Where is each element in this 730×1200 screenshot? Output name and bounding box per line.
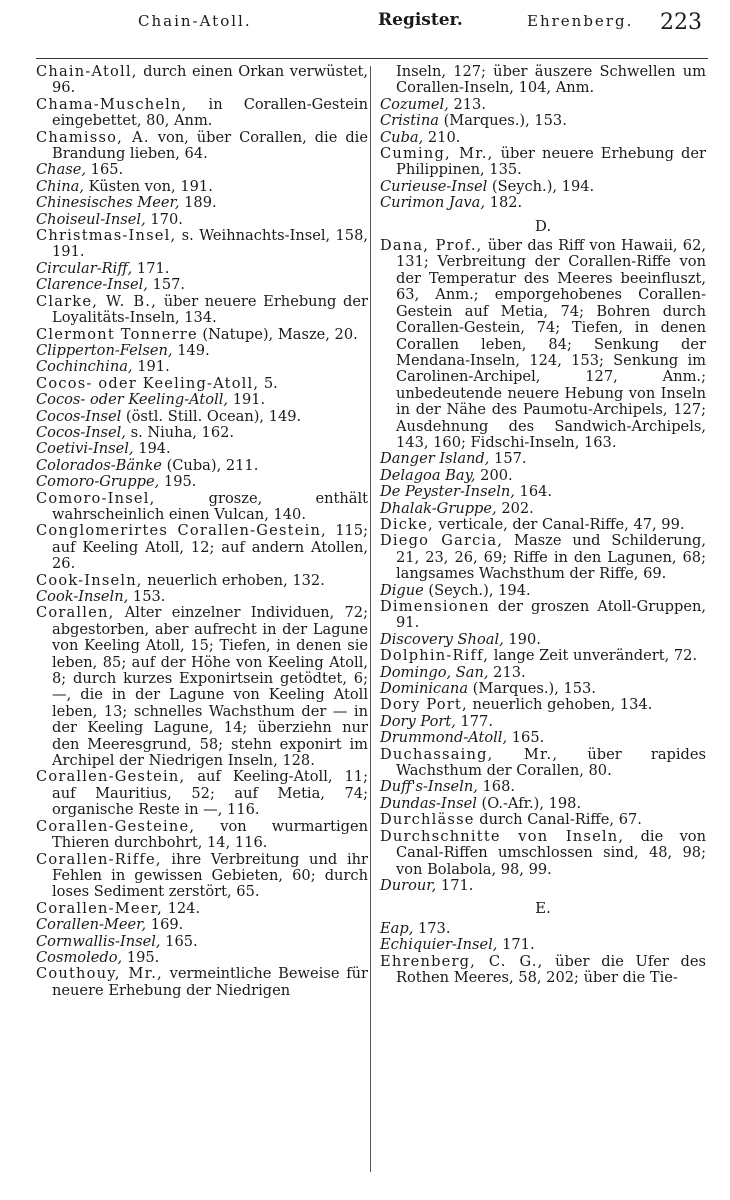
index-entry-text: 157.: [489, 450, 527, 468]
running-head-right: Ehrenberg.: [527, 12, 634, 30]
index-entry-text: 165.: [160, 932, 198, 950]
index-entry-head: Dominicana: [380, 680, 469, 698]
index-entry-head: Couthouy, Mr.,: [36, 965, 163, 983]
running-head: [42, 8, 708, 48]
index-entry-head: Corallen-Gestein,: [36, 768, 186, 786]
index-entry-text: 213.: [448, 95, 486, 113]
index-entry: [36, 228, 368, 261]
index-entry-text: (O.-Afr.), 198.: [476, 794, 582, 812]
index-entry-text: 165.: [86, 161, 124, 179]
index-entry: [36, 64, 368, 97]
index-entry: [380, 517, 706, 533]
index-entry-text: der groszen Atoll-Gruppen, 91.: [396, 598, 706, 632]
index-entry-head: Durchschnitte von Inseln,: [380, 827, 625, 845]
index-entry-text: 115; auf Keeling Atoll, 12; auf andern Atollen, 26.: [52, 522, 368, 573]
index-entry-head: Domingo, San,: [380, 663, 489, 681]
index-entry-text: 169.: [146, 916, 184, 934]
index-entry-head: Dolphin-Riff,: [380, 647, 490, 665]
index-entry-head: Curieuse-Insel: [380, 177, 488, 195]
index-entry-text: 153.: [128, 588, 166, 605]
index-entry-head: Discovery Shoal,: [380, 630, 504, 648]
index-entry: [36, 917, 368, 933]
index-entry-head: Corallen,: [36, 604, 115, 622]
index-entry-text: 168.: [477, 778, 516, 796]
index-entry-text: 191.: [228, 391, 266, 409]
index-entry: [380, 648, 706, 664]
index-entry-text: 171.: [497, 936, 535, 954]
index-entry-head: Dana, Prof.,: [380, 237, 483, 255]
index-entry: [36, 409, 368, 425]
page-number: 223: [660, 10, 702, 35]
index-entry-head: China,: [36, 177, 84, 195]
index-entry-head: Cook-Inseln,: [36, 571, 143, 589]
index-entry-head: Circular-Riff,: [36, 259, 133, 277]
index-entry: [380, 681, 706, 697]
index-entry: [36, 425, 368, 441]
index-entry: [380, 937, 706, 953]
index-entry: [36, 130, 368, 163]
index-entry-head: Dundas-Insel: [380, 794, 477, 812]
index-entry-text: 171.: [132, 259, 170, 277]
index-entry: [380, 195, 706, 211]
index-entry-head: Duff's-Inseln,: [380, 778, 478, 796]
index-entry: [380, 484, 706, 500]
index-entry-text: 173.: [413, 919, 451, 937]
running-head-center: Register.: [378, 10, 463, 30]
index-entry-text: neuerlich gehoben, 134.: [467, 696, 653, 714]
index-entry: [36, 261, 368, 277]
index-entry-head: Comoro-Gruppe,: [36, 473, 160, 491]
index-entry-text: 210.: [423, 128, 461, 146]
index-entry: [380, 730, 706, 746]
index-entry-head: Cochinchina,: [36, 358, 133, 376]
index-entry-head: Clipperton-Felsen,: [36, 341, 173, 359]
index-entry-text: (Marques.), 153.: [468, 680, 596, 698]
index-entry: [380, 665, 706, 681]
index-entry: [380, 878, 706, 894]
index-entry: [36, 97, 368, 130]
index-entry-head: Corallen-Meer,: [36, 899, 163, 917]
index-entry-head: Cocos-Insel: [36, 407, 122, 425]
index-entry-head: Dhalak-Gruppe,: [380, 499, 497, 517]
index-entry: [36, 212, 368, 228]
index-entry: [36, 277, 368, 293]
index-entry-head: Clarke, W. B.,: [36, 292, 157, 310]
index-entry-head: Delagoa Bay,: [380, 466, 476, 484]
index-entry-text: grosze, enthält wahrscheinlich einen Vulcan, 140.: [52, 489, 368, 523]
index-entry: [380, 714, 706, 730]
index-entry-text: 164.: [514, 483, 553, 501]
index-entry-head: Dory Port,: [380, 712, 456, 730]
section-letter: D.: [534, 216, 552, 235]
index-entry-text: (östl. Still. Ocean), 149.: [121, 407, 302, 425]
index-entry-text: 200.: [475, 466, 513, 484]
index-entry: [36, 179, 368, 195]
index-entry-text: 177.: [455, 712, 493, 730]
section-letter: E.: [535, 899, 551, 918]
index-entry: [36, 573, 368, 589]
index-entry-text: 194.: [133, 440, 171, 458]
index-entry: [380, 468, 706, 484]
index-entry-text: 124.: [162, 899, 201, 917]
index-entry-text: über die Ufer des Rothen Meeres, 58, 202; über die Tie-: [396, 952, 706, 986]
index-entry: [36, 294, 368, 327]
index-entry: [380, 747, 706, 780]
index-entry-head: Durour,: [380, 876, 437, 894]
index-entry-head: Cristina: [380, 112, 439, 130]
index-entry-head: Cocos- oder Keeling-Atoll,: [36, 374, 260, 392]
index-entry-text: Küsten von, 191.: [83, 177, 213, 195]
index-entry-text: 182.: [485, 194, 523, 212]
index-entry-text: 202.: [496, 499, 534, 517]
index-entry: [36, 950, 368, 966]
index-entry-text: über neuere Erhebung der Loyalitäts-Inseln, 134.: [52, 292, 368, 327]
index-entry: [36, 523, 368, 572]
index-entry: [36, 852, 368, 901]
index-entry-head: De Peyster-Inseln,: [380, 483, 515, 501]
index-entry: [36, 327, 368, 343]
index-entry: [36, 966, 368, 999]
index-entry: [36, 376, 368, 392]
column-divider: [370, 66, 371, 1172]
index-entry-text: (Natupe), Masze, 20.: [197, 325, 358, 343]
index-entry-text: durch einen Orkan verwüstet, 96.: [52, 63, 368, 97]
index-entry-text: von, über Corallen, die die Brandung lieben, 64.: [52, 128, 368, 163]
index-entry-text: über das Riff von Hawaii, 62, 131; Verbreitung der Corallen-Riffe von der Temperatur des Meeres beeinfluszt, 63, Anm.; emporgehobenes Corallen-Gestein auf Metia, 74; Bohren durch Corallen-Gestein, 74; Tiefen, in denen Corallen leben, 84; Senkung der Mendana-Inseln, 124, 153; Senkung im Carolinen-Archipel, 127, Anm.; unbedeutende neuere Hebung von Inseln in der Nähe des Paumotu-Archipels, 127; Ausdehnung des Sandwich-Archipels, 143, 160; Fidschi-Inseln, 163.: [396, 237, 706, 451]
index-entry: [380, 130, 706, 146]
index-entry: [36, 392, 368, 408]
index-entry-text: 195.: [122, 948, 160, 966]
index-entry-text: 157.: [147, 276, 186, 294]
index-entry: [380, 113, 706, 129]
index-entry-head: Conglomerirtes Corallen-Gestein,: [36, 522, 327, 540]
index-entry: [36, 458, 368, 474]
index-entry-head: Diego Garcia,: [380, 532, 504, 550]
header-rule: [36, 58, 708, 59]
index-entry-head: Chinesisches Meer,: [36, 194, 180, 212]
index-entry: [380, 829, 706, 878]
index-entry-head: Comoro-Insel,: [36, 489, 156, 507]
right-column: [380, 64, 706, 986]
index-entry-text: Alter einzelner Individuen, 72; abgestorben, aber aufrecht in der Lagune von Keeling Atoll, 15; Tiefen, in denen sie leben, 85; auf der Höhe von Keeling Atoll, 8; durch kurzes Exponirtsein getödtet, 6; —, die in der Lagune von Keeling Atoll leben, 13; schnelles Wachsthum der — in der Keeling Lagune, 14; überziehn nur den Meeresgrund, 58; stehn exponirt im Archipel der Niedrigen Inseln, 128.: [52, 604, 368, 770]
index-entry-head: Choiseul-Insel,: [36, 210, 146, 228]
index-entry: [36, 343, 368, 359]
index-entry-head: Cuming, Mr.,: [380, 145, 494, 163]
index-entry-head: Cuba,: [380, 128, 424, 146]
index-entry: [380, 779, 706, 795]
index-entry: [36, 441, 368, 457]
index-entry-head: Cozumel,: [380, 95, 449, 113]
index-entry-head: Chama-Muscheln,: [36, 95, 188, 113]
index-entry-text: die von Canal-Riffen umschlossen sind, 48, 98; von Bolabola, 98, 99.: [396, 827, 706, 878]
index-entry: [380, 146, 706, 179]
index-entry-text: durch Canal-Riffe, 67.: [474, 811, 642, 829]
index-entry-head: Chain-Atoll,: [36, 63, 138, 80]
index-entry: [380, 697, 706, 713]
index-entry-head: Eap,: [380, 919, 414, 937]
index-entry-text: 165.: [507, 729, 545, 747]
index-entry-head: Colorados-Bänke: [36, 456, 162, 474]
index-entry-text: 190.: [503, 630, 541, 648]
index-entry-head: Clarence-Insel,: [36, 276, 148, 294]
index-entry-text: 213.: [488, 663, 526, 681]
index-entry: [36, 491, 368, 524]
index-entry-text: s. Niuha, 162.: [125, 423, 235, 441]
index-entry: [36, 901, 368, 917]
index-entry: [380, 451, 706, 467]
index-entry-head: Cosmoledo,: [36, 948, 123, 966]
index-entry-text: s. Weihnachts-Insel, 158, 191.: [52, 227, 368, 261]
index-entry-head: Echiquier-Insel,: [380, 936, 498, 954]
index-entry-text: auf Keeling-Atoll, 11; auf Mauritius, 52; auf Metia, 74; organische Reste in —, 116.: [52, 768, 368, 819]
index-entry: [36, 359, 368, 375]
index-entry-text: (Marques.), 153.: [438, 112, 567, 130]
index-entry-head: Clermont Tonnerre: [36, 325, 198, 343]
index-entry-head: Digue: [380, 581, 424, 599]
index-entry-head: Drummond-Atoll,: [380, 729, 508, 747]
index-entry-head: Corallen-Riffe,: [36, 850, 162, 868]
index-entry-text: verticale, der Canal-Riffe, 47, 99.: [433, 515, 685, 533]
index-entry: [380, 583, 706, 599]
index-entry-head: Dicke,: [380, 515, 434, 533]
index-entry-head: Cornwallis-Insel,: [36, 932, 161, 950]
index-entry: [380, 97, 706, 113]
index-entry: [380, 632, 706, 648]
index-entry-text: vermeintliche Beweise für neuere Erhebung der Niedrigen: [52, 965, 368, 999]
index-entry: [380, 238, 706, 451]
index-entry-text: in Corallen-Gestein eingebettet, 80, Anm.: [52, 95, 368, 130]
index-entry-text: 195.: [159, 473, 197, 491]
index-entry-head: Dory Port,: [380, 696, 468, 714]
index-entry-text: 189.: [179, 194, 217, 212]
index-entry-head: Chase,: [36, 161, 87, 179]
index-entry: [36, 195, 368, 211]
index-entry-head: Christmas-Insel,: [36, 227, 177, 245]
running-head-left: Chain-Atoll.: [138, 12, 252, 30]
index-entry-head: Corallen-Meer,: [36, 916, 147, 934]
index-entry-head: Dimensionen: [380, 598, 490, 615]
index-entry-text: (Seych.), 194.: [487, 177, 595, 195]
index-entry-text: über rapides Wachsthum der Corallen, 80.: [396, 745, 706, 780]
index-entry-text: (Cuba), 211.: [161, 456, 259, 474]
index-entry-head: Corallen-Gesteine,: [36, 817, 196, 835]
index-entry: [36, 162, 368, 178]
index-entry-head: Cocos-Insel,: [36, 423, 126, 441]
left-column: [36, 64, 368, 999]
index-entry-text: 171.: [436, 876, 474, 894]
index-entry-text: 149.: [172, 341, 210, 359]
index-entry: [380, 179, 706, 195]
index-entry-text: ihre Verbreitung und ihr Fehlen in gewissen Gebieten, 60; durch loses Sediment zerstört, 65.: [52, 850, 368, 901]
index-entry-head: Durchlässe: [380, 811, 475, 829]
index-entry-text: über neuere Erhebung der Philippinen, 135.: [396, 145, 706, 179]
index-entry: [380, 921, 706, 937]
index-entry-text: neuerlich erhoben, 132.: [142, 571, 325, 589]
index-entry-head: Ehrenberg, C. G.,: [380, 952, 544, 970]
index-entry: [380, 501, 706, 517]
index-entry: [36, 819, 368, 852]
index-entry-head: Coetivi-Insel,: [36, 440, 134, 458]
index-entry-text: 170.: [145, 210, 183, 228]
index-entry: [36, 934, 368, 950]
index-entry: [380, 796, 706, 812]
index-entry-head: Cook-Inseln,: [36, 588, 129, 605]
index-entry: [380, 954, 706, 987]
index-entry-text: von wurmartigen Thieren durchbohrt, 14, 116.: [52, 817, 368, 852]
index-entry-head: Duchassaing, Mr.,: [380, 745, 559, 763]
index-entry: [36, 474, 368, 490]
index-entry-text: (Seych.), 194.: [423, 581, 531, 599]
index-entry-head: Danger Island,: [380, 450, 490, 468]
index-entry: [36, 589, 368, 605]
index-entry-text: lange Zeit unverändert, 72.: [489, 647, 698, 665]
index-entry-head: Cocos- oder Keeling-Atoll,: [36, 391, 229, 409]
index-entry: [380, 533, 706, 582]
index-entry-head: Chamisso, A.: [36, 128, 150, 146]
index-entry: [380, 599, 706, 632]
index-entry: [36, 605, 368, 769]
index-entry-continuation: Inseln, 127; über äuszere Schwellen um Corallen-Inseln, 104, Anm.: [396, 63, 706, 97]
index-entry-text: Masze und Schilderung, 21, 23, 26, 69; Riffe in den Lagunen, 68; langsames Wachsthum der Riffe, 69.: [396, 532, 707, 583]
index-entry-text: 191.: [132, 358, 170, 376]
index-entry-text: 5.: [259, 374, 278, 392]
index-entry-head: Curimon Java,: [380, 194, 486, 212]
index-entry: [380, 812, 706, 828]
index-entry: [36, 769, 368, 818]
